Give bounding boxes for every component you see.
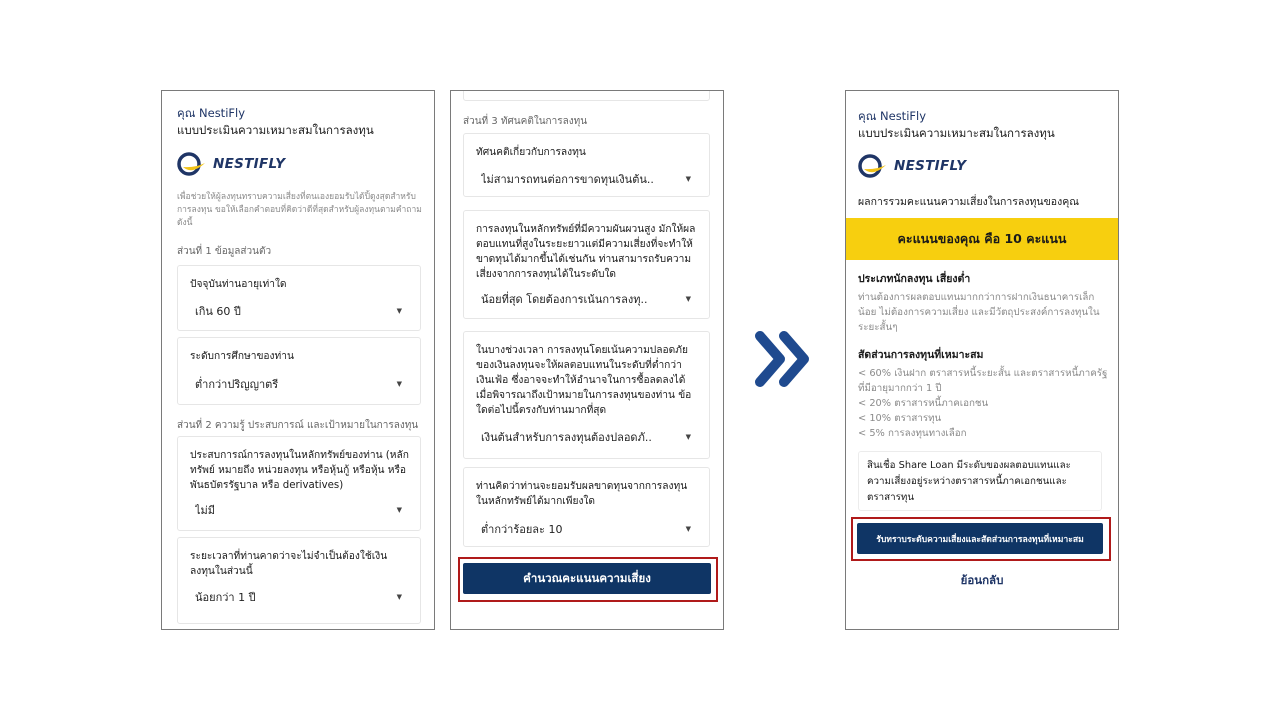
page-title: แบบประเมินความเหมาะสมในการลงทุน: [177, 123, 374, 137]
experience-select[interactable]: [195, 501, 402, 519]
brand-name: NESTIFLY: [213, 156, 286, 172]
acknowledge-button[interactable]: รับทราบระดับความเสี่ยงและสัดส่วนการลงทุนที่เหมาะสม: [857, 523, 1103, 554]
share-loan-note: สินเชื่อ Share Loan มีระดับของผลตอบแทนและความเสี่ยงอยู่ระหว่างตราสารหนี้ภาคเอกชนและตราสารทุน: [858, 451, 1102, 511]
caret-down-icon: ▼: [396, 593, 402, 601]
select-value: ไม่สามารถทนต่อการขาดทุนเงินต้น..: [481, 173, 654, 186]
double-chevron-right-icon: [752, 326, 818, 392]
select-value: เกิน 60 ปี: [195, 305, 241, 318]
select-value: ต่ำกว่าร้อยละ 10: [481, 523, 563, 536]
result-title: ผลการรวมคะแนนความเสี่ยงในการลงทุนของคุณ: [858, 196, 1079, 208]
horizon-select[interactable]: [195, 588, 402, 606]
back-link[interactable]: ย้อนกลับ: [960, 573, 1004, 587]
allocation-list: [858, 366, 1108, 441]
question-card-attitude: [463, 133, 710, 197]
user-greeting: คุณ NestiFly: [858, 109, 927, 123]
caret-down-icon: ▼: [396, 506, 402, 514]
age-select[interactable]: [195, 302, 402, 320]
previous-card-edge: [463, 90, 710, 101]
intro-text: เพื่อช่วยให้ผู้ลงทุนทราบความเสี่ยงที่ตนเองยอมรับได้ปิ้ดูงสุดสำหรับการลงทุน ขอให้เลือกคำตอบที่คิดว่าดีที่สุดสำหรับผู้ลงทุนตามคำถามดังนี้: [177, 192, 422, 228]
investor-description: ท่านต้องการผลตอบแทนมากกว่าการฝากเงินธนาคารเล็กน้อย ไม่ต้องการความเสี่ยง และมีวัตถุประสงค์การลงทุนในระยะสั้นๆ: [858, 292, 1100, 333]
nestifly-logo: [858, 151, 966, 181]
select-value: น้อยกว่า 1 ปี: [195, 591, 256, 604]
question-label: ในบางช่วงเวลา การลงทุนโดยเน้นความปลอดภัยของเงินลงทุนจะให้ผลตอบแทนในระดับที่ต่ำกว่าเงินเฟ้อ ซึ่งอาจจะทำให้อำนาจในการซื้อลดลงได้ เมื่อพิจารณาถึงเป้าหมายในการลงทุนของท่าน ข้อใดต่อไปนี้ตรงกับท่านมากที่สุด: [476, 345, 692, 416]
caret-down-icon: ▼: [685, 295, 691, 303]
question-card-horizon: [177, 537, 421, 624]
caret-down-icon: ▼: [685, 433, 691, 441]
screen-questionnaire-part3: [450, 90, 724, 630]
user-greeting: คุณ NestiFly: [177, 106, 246, 120]
question-label: การลงทุนในหลักทรัพย์ที่มีความผันผวนสูง มักให้ผลตอบแทนที่สูงในระยะยาวแต่มีความเสี่ยงที่จะทำให้ขาดทุนได้มากขึ้นได้เช่นกัน ท่านสามารถรับความเสี่ยงจากการลงทุนได้ในระดับใด: [476, 224, 696, 280]
caret-down-icon: ▼: [685, 525, 691, 533]
volatility-select[interactable]: [481, 290, 691, 308]
allocation-item: < 5% การลงทุนทางเลือก: [858, 428, 967, 439]
select-value: เงินต้นสำหรับการลงทุนต้องปลอดภั..: [481, 431, 652, 444]
screen-questionnaire-part1: [161, 90, 435, 630]
question-label: ท่านคิดว่าท่านจะยอมรับผลขาดทุนจากการลงทุนในหลักทรัพย์ได้มากเพียงใด: [476, 481, 688, 507]
caret-down-icon: ▼: [396, 380, 402, 388]
nestifly-logo: [177, 149, 285, 179]
attitude-select[interactable]: [481, 170, 691, 188]
question-card-experience: [177, 436, 421, 531]
allocation-item: < 10% ตราสารทุน: [858, 413, 942, 424]
nestifly-logo-icon: [177, 151, 207, 177]
section-title-3: ส่วนที่ 3 ทัศนคติในการลงทุน: [463, 116, 588, 127]
question-card-education: [177, 337, 421, 405]
investor-type: ประเภทนักลงทุน เสี่ยงต่ำ: [858, 273, 971, 285]
question-label: ระดับการศึกษาของท่าน: [190, 351, 294, 362]
question-label: ทัศนคติเกี่ยวกับการลงทุน: [476, 147, 586, 158]
inflation-select[interactable]: [481, 428, 691, 446]
brand-name: NESTIFLY: [894, 158, 967, 174]
score-banner: คะแนนของคุณ คือ 10 คะแนน: [846, 218, 1118, 260]
loss-select[interactable]: [481, 520, 691, 538]
select-value: ต่ำกว่าปริญญาตรี: [195, 378, 279, 391]
nestifly-logo-icon: [858, 153, 888, 179]
question-card-volatility: [463, 210, 710, 319]
select-value: ไม่มี: [195, 504, 216, 517]
allocation-item: < 60% เงินฝาก ตราสารหนี้ระยะสั้น และตราสารหนี้ภาครัฐที่มีอายุมากกว่า 1 ปี: [858, 368, 1108, 394]
allocation-item: < 20% ตราสารหนี้ภาคเอกชน: [858, 398, 989, 409]
section-title-1: ส่วนที่ 1 ข้อมูลส่วนตัว: [177, 246, 272, 257]
page-title: แบบประเมินความเหมาะสมในการลงทุน: [858, 126, 1055, 140]
question-card-inflation: [463, 331, 710, 459]
question-label: ประสบการณ์การลงทุนในหลักทรัพย์ของท่าน (หลักทรัพย์ หมายถึง หน่วยลงทุน หรือหุ้นกู้ หรือหุ้น หรือพันธบัตรรัฐบาล หรือ derivatives): [190, 450, 409, 491]
calculate-risk-button[interactable]: คำนวณคะแนนความเสี่ยง: [463, 563, 711, 594]
question-card-age: [177, 265, 421, 331]
select-value: น้อยที่สุด โดยต้องการเน้นการลงทุ..: [481, 293, 648, 306]
question-label: ระยะเวลาที่ท่านคาดว่าจะไม่จำเป็นต้องใช้เงินลงทุนในส่วนนี้: [190, 551, 388, 577]
caret-down-icon: ▼: [685, 175, 691, 183]
screen-risk-result: [845, 90, 1119, 630]
education-select[interactable]: [195, 375, 402, 393]
section-title-2: ส่วนที่ 2 ความรู้ ประสบการณ์ และเป้าหมายในการลงทุน: [177, 420, 419, 431]
allocation-title: สัดส่วนการลงทุนที่เหมาะสม: [858, 349, 984, 361]
question-card-loss: [463, 467, 710, 547]
caret-down-icon: ▼: [396, 307, 402, 315]
question-label: ปัจจุบันท่านอายุเท่าใด: [190, 279, 287, 290]
